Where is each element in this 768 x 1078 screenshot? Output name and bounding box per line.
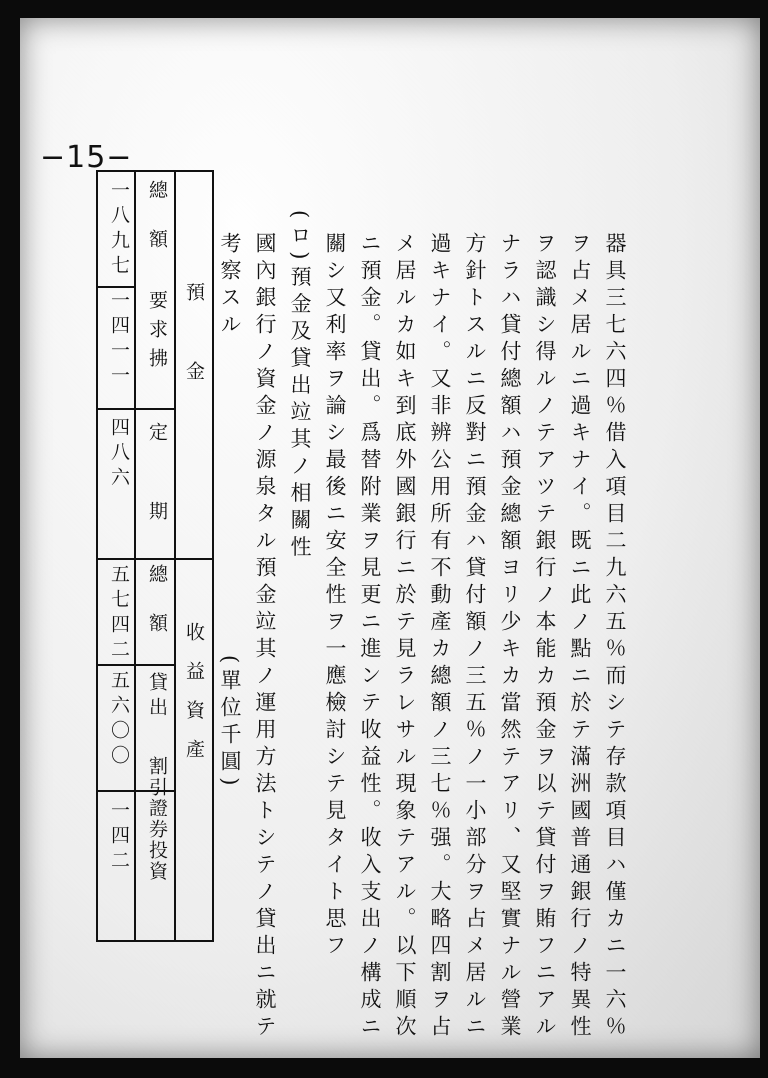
section-heading: (ロ)預金及貸出竝其ノ相關性	[288, 210, 312, 563]
col-loans-label: 貸出	[146, 672, 168, 722]
col-total-asset-label: 總額	[146, 564, 168, 662]
body-line-3: ヲ認識シ得ルノテアツテ銀行ノ本能カ預金ヲ以テ貸付ヲ賄フニアル	[533, 232, 557, 1042]
body-line-7: メ居ルカ如キ到底外國銀行ニ於テ見ラレサル現象テアル。以下順次	[393, 232, 417, 1042]
section-line-2: 考察スル	[218, 232, 242, 340]
section-line-1: 國內銀行ノ資金ノ源泉タル預金竝其ノ運用方法トシテノ貸出ニ就テ	[253, 232, 277, 1042]
page-number: −15−	[40, 140, 133, 175]
col-total-deposit-label: 總額	[146, 180, 168, 278]
col-time-label: 定期	[146, 422, 168, 580]
body-line-9: 關シ又利率ヲ論シ最後ニ安全性ヲ一應檢討シテ見タイト思フ	[323, 232, 347, 961]
unit-note: (單位千圓)	[218, 655, 242, 792]
col-demand-label: 要求拂	[146, 290, 168, 377]
body-line-5: 方針トスルニ反對ニ預金ハ貸付額ノ三五％ノ一小部分ヲ占メ居ルニ	[463, 232, 487, 1042]
col-discount-securities-value: 一四二	[108, 800, 130, 875]
col-loans-value: 五六〇〇	[108, 670, 130, 770]
col-discount-securities-label: 割引證券投資	[146, 756, 168, 882]
col-demand-value: 一四一一	[108, 290, 130, 390]
body-line-6: 過キナイ。又非辨公用所有不動產カ總額ノ三七％强。大略四割ヲ占	[428, 232, 452, 1042]
col-total-asset-value: 五七四二	[108, 564, 130, 664]
col-total-deposit-value: 一八九七	[108, 180, 130, 280]
deposit-asset-table	[96, 170, 214, 942]
asset-header: 收益資產	[183, 622, 205, 778]
body-line-8: ニ預金。貸出。爲替附業ヲ見更ニ進ンテ收益性。收入支出ノ構成ニ	[358, 232, 382, 1042]
body-line-4: ナラハ貸付總額ハ預金總額ヨリ少キカ當然テアリ、又堅實ナル營業	[498, 232, 522, 1042]
deposit-header: 預金	[183, 282, 205, 440]
body-line-2: ヲ占メ居ルニ過キナイ。既ニ此ノ點ニ於テ滿洲國普通銀行ノ特異性	[568, 232, 592, 1042]
col-time-value: 四八六	[108, 417, 130, 492]
body-line-1: 器具三七六四％借入項目二九六五％而シテ存款項目ハ僅カニ一六％	[603, 232, 627, 1042]
